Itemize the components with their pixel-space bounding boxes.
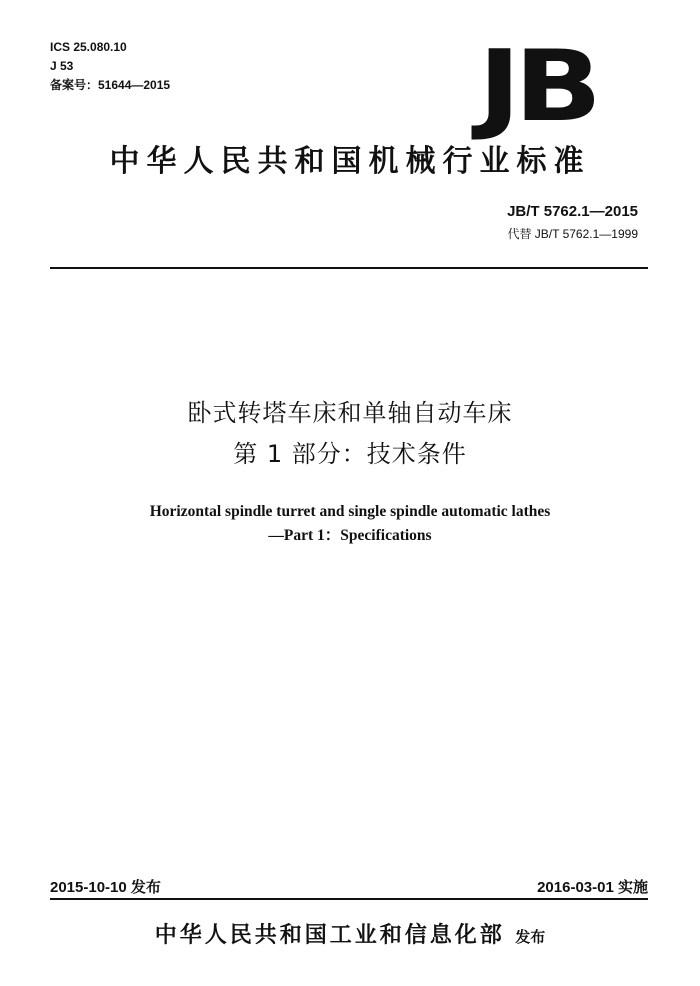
top-divider bbox=[50, 267, 648, 269]
issuer-name: 中华人民共和国工业和信息化部 bbox=[154, 923, 505, 948]
registration-number: 备案号：51644—2015 bbox=[50, 78, 171, 92]
title-chinese-line-2: 第 1 部分：技术条件 bbox=[233, 440, 467, 468]
standard-number: JB/T 5762.1—2015 bbox=[507, 203, 638, 220]
title-chinese-line-1: 卧式转塔车床和单轴自动车床 bbox=[187, 399, 513, 427]
title-english-line-2: —Part 1：Specifications bbox=[268, 527, 432, 544]
ccs-code: J 53 bbox=[50, 59, 74, 73]
issuer bbox=[50, 918, 650, 949]
standard-category: 中华人民共和国机械行业标准 bbox=[109, 144, 591, 179]
jb-logo: JB bbox=[478, 30, 596, 144]
issue-date: 2015-10-10 发布 bbox=[50, 879, 161, 896]
standard-replaces: 代替 JB/T 5762.1—1999 bbox=[507, 227, 638, 241]
issuer-suffix: 发布 bbox=[515, 928, 546, 946]
bottom-divider bbox=[50, 898, 648, 900]
title-english-line-1: Horizontal spindle turret and single spindle automatic lathes bbox=[149, 503, 551, 520]
ics-code: ICS 25.080.10 bbox=[50, 40, 127, 54]
implementation-date: 2016-03-01 实施 bbox=[537, 879, 648, 896]
